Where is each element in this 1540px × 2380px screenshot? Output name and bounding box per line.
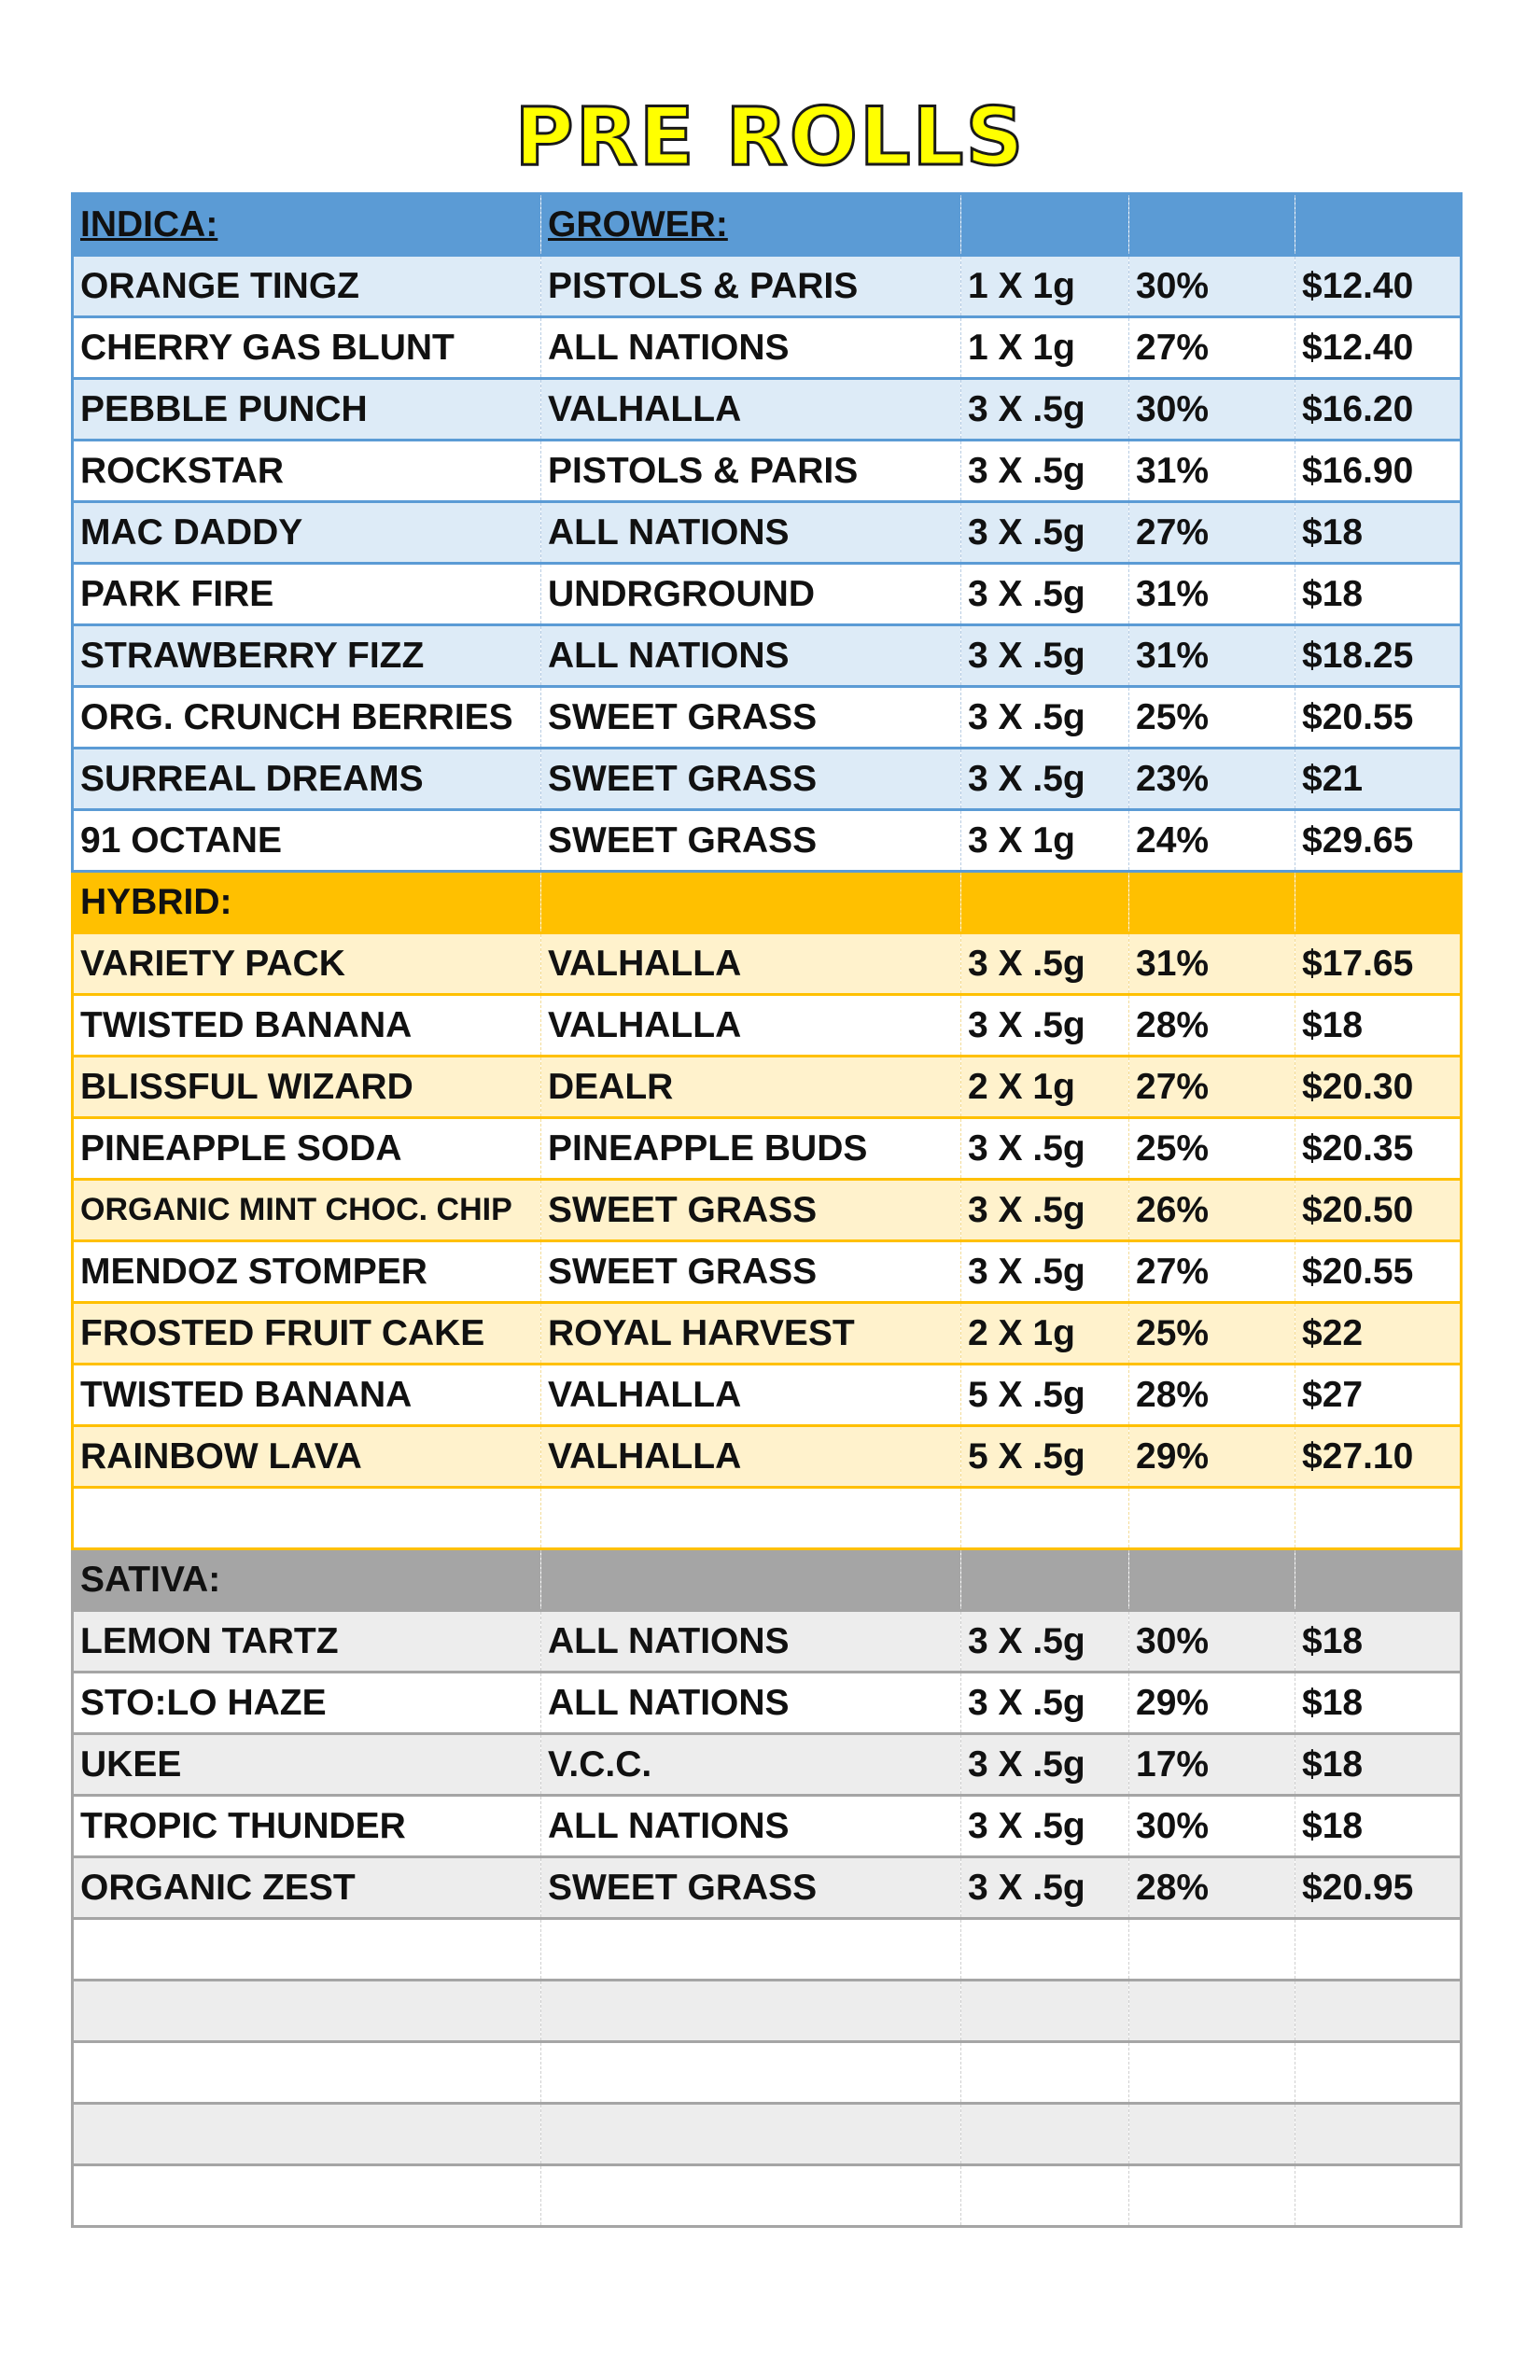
grower-name: SWEET GRASS: [541, 1241, 961, 1303]
indica-product-row: [73, 625, 1462, 687]
indica-product-row: [73, 749, 1462, 810]
price: $18: [1295, 1611, 1462, 1673]
sativa-empty-row: [73, 2104, 1462, 2165]
price: $27: [1295, 1365, 1462, 1426]
thc-percent: 30%: [1129, 256, 1295, 317]
price: $18: [1295, 995, 1462, 1057]
price: $18: [1295, 1673, 1462, 1734]
thc-percent: 28%: [1129, 1857, 1295, 1919]
price: $21: [1295, 749, 1462, 810]
thc-percent: 24%: [1129, 810, 1295, 872]
price: $12.40: [1295, 256, 1462, 317]
price: $16.90: [1295, 441, 1462, 502]
pack-size: 3 X .5g: [961, 564, 1129, 625]
grower-name: UNDRGROUND: [541, 564, 961, 625]
indica-product-row: [73, 687, 1462, 749]
strain-name: ORANGE TINGZ: [73, 256, 541, 317]
pack-size: 3 X .5g: [961, 687, 1129, 749]
grower-name: SWEET GRASS: [541, 810, 961, 872]
pack-size: 3 X .5g: [961, 1673, 1129, 1734]
grower-name: VALHALLA: [541, 379, 961, 441]
indica-product-row: [73, 441, 1462, 502]
thc-percent: 25%: [1129, 687, 1295, 749]
thc-percent: 26%: [1129, 1180, 1295, 1241]
sativa-product-row: [73, 1673, 1462, 1734]
strain-name: PINEAPPLE SODA: [73, 1118, 541, 1180]
thc-percent: 27%: [1129, 317, 1295, 379]
thc-percent: 29%: [1129, 1426, 1295, 1488]
hybrid-product-row: [73, 1057, 1462, 1118]
strain-name: PEBBLE PUNCH: [73, 379, 541, 441]
sativa-product-row: [73, 1611, 1462, 1673]
pack-size: 3 X 1g: [961, 810, 1129, 872]
pack-size: 3 X .5g: [961, 1241, 1129, 1303]
grower-name: PINEAPPLE BUDS: [541, 1118, 961, 1180]
thc-percent: 31%: [1129, 564, 1295, 625]
strain-name: UKEE: [73, 1734, 541, 1796]
thc-percent: 31%: [1129, 441, 1295, 502]
hybrid-product-row: [73, 1180, 1462, 1241]
thc-percent: 27%: [1129, 1241, 1295, 1303]
strain-name: PARK FIRE: [73, 564, 541, 625]
sativa-empty-row: [73, 1981, 1462, 2042]
grower-name: DEALR: [541, 1057, 961, 1118]
price: $18: [1295, 1734, 1462, 1796]
grower-name: SWEET GRASS: [541, 749, 961, 810]
thc-percent: 28%: [1129, 1365, 1295, 1426]
hybrid-heading: HYBRID:: [73, 872, 541, 933]
pack-size: 3 X .5g: [961, 995, 1129, 1057]
strain-name: MAC DADDY: [73, 502, 541, 564]
pack-size: 3 X .5g: [961, 379, 1129, 441]
pack-size: 3 X .5g: [961, 441, 1129, 502]
strain-name: ORGANIC ZEST: [73, 1857, 541, 1919]
pack-size: 5 X .5g: [961, 1426, 1129, 1488]
indica-heading: INDICA:: [73, 194, 541, 256]
pack-size: 3 X .5g: [961, 1180, 1129, 1241]
price: $27.10: [1295, 1426, 1462, 1488]
thc-percent: 27%: [1129, 1057, 1295, 1118]
thc-percent: 23%: [1129, 749, 1295, 810]
price: $17.65: [1295, 933, 1462, 995]
sativa-empty-row: [73, 2042, 1462, 2104]
strain-name: ROCKSTAR: [73, 441, 541, 502]
price: $29.65: [1295, 810, 1462, 872]
pack-size: 3 X .5g: [961, 502, 1129, 564]
hybrid-product-row: [73, 1241, 1462, 1303]
price: $22: [1295, 1303, 1462, 1365]
grower-name: VALHALLA: [541, 995, 961, 1057]
price: $20.30: [1295, 1057, 1462, 1118]
strain-name: ORGANIC MINT CHOC. CHIP: [73, 1180, 541, 1241]
strain-name: BLISSFUL WIZARD: [73, 1057, 541, 1118]
price: $20.35: [1295, 1118, 1462, 1180]
pack-size: 2 X 1g: [961, 1057, 1129, 1118]
indica-product-row: [73, 564, 1462, 625]
hybrid-product-row: [73, 1365, 1462, 1426]
price: $18.25: [1295, 625, 1462, 687]
hybrid-product-row: [73, 933, 1462, 995]
price: $18: [1295, 502, 1462, 564]
thc-percent: 31%: [1129, 625, 1295, 687]
thc-percent: 29%: [1129, 1673, 1295, 1734]
grower-name: ALL NATIONS: [541, 1796, 961, 1857]
grower-name: SWEET GRASS: [541, 1857, 961, 1919]
pack-size: 3 X .5g: [961, 1734, 1129, 1796]
hybrid-empty-row: [73, 1488, 1462, 1549]
price: $20.55: [1295, 1241, 1462, 1303]
sativa-header-row: [73, 1549, 1462, 1611]
pack-size: 3 X .5g: [961, 625, 1129, 687]
hybrid-product-row: [73, 1303, 1462, 1365]
grower-name: ALL NATIONS: [541, 1673, 961, 1734]
indica-header-row: [73, 194, 1462, 256]
thc-percent: 17%: [1129, 1734, 1295, 1796]
thc-percent: 25%: [1129, 1303, 1295, 1365]
sativa-heading: SATIVA:: [73, 1549, 541, 1611]
hybrid-product-row: [73, 1118, 1462, 1180]
grower-name: PISTOLS & PARIS: [541, 256, 961, 317]
pack-size: 1 X 1g: [961, 317, 1129, 379]
pack-size: 1 X 1g: [961, 256, 1129, 317]
strain-name: TWISTED BANANA: [73, 995, 541, 1057]
indica-product-row: [73, 379, 1462, 441]
pack-size: 2 X 1g: [961, 1303, 1129, 1365]
grower-heading: GROWER:: [541, 194, 961, 256]
strain-name: MENDOZ STOMPER: [73, 1241, 541, 1303]
indica-product-row: [73, 502, 1462, 564]
grower-name: VALHALLA: [541, 1426, 961, 1488]
pack-size: 5 X .5g: [961, 1365, 1129, 1426]
strain-name: ORG. CRUNCH BERRIES: [73, 687, 541, 749]
price: $20.50: [1295, 1180, 1462, 1241]
thc-percent: 30%: [1129, 379, 1295, 441]
hybrid-product-row: [73, 1426, 1462, 1488]
strain-name: SURREAL DREAMS: [73, 749, 541, 810]
pack-size: 3 X .5g: [961, 1611, 1129, 1673]
thc-percent: 30%: [1129, 1796, 1295, 1857]
sativa-product-row: [73, 1857, 1462, 1919]
pack-size: 3 X .5g: [961, 1118, 1129, 1180]
strain-name: 91 OCTANE: [73, 810, 541, 872]
grower-name: V.C.C.: [541, 1734, 961, 1796]
thc-percent: 27%: [1129, 502, 1295, 564]
strain-name: STO:LO HAZE: [73, 1673, 541, 1734]
price: $12.40: [1295, 317, 1462, 379]
grower-name: ALL NATIONS: [541, 502, 961, 564]
thc-percent: 28%: [1129, 995, 1295, 1057]
strain-name: VARIETY PACK: [73, 933, 541, 995]
indica-product-row: [73, 810, 1462, 872]
grower-name: ALL NATIONS: [541, 1611, 961, 1673]
grower-name: SWEET GRASS: [541, 1180, 961, 1241]
grower-name: SWEET GRASS: [541, 687, 961, 749]
grower-name: VALHALLA: [541, 933, 961, 995]
strain-name: FROSTED FRUIT CAKE: [73, 1303, 541, 1365]
strain-name: STRAWBERRY FIZZ: [73, 625, 541, 687]
strain-name: RAINBOW LAVA: [73, 1426, 541, 1488]
indica-product-row: [73, 317, 1462, 379]
pre-rolls-table: [71, 192, 1463, 2228]
strain-name: TROPIC THUNDER: [73, 1796, 541, 1857]
pack-size: 3 X .5g: [961, 1796, 1129, 1857]
sativa-product-row: [73, 1796, 1462, 1857]
sativa-empty-row: [73, 1919, 1462, 1981]
pack-size: 3 X .5g: [961, 1857, 1129, 1919]
strain-name: CHERRY GAS BLUNT: [73, 317, 541, 379]
indica-product-row: [73, 256, 1462, 317]
hybrid-product-row: [73, 995, 1462, 1057]
grower-name: VALHALLA: [541, 1365, 961, 1426]
sativa-empty-row: [73, 2165, 1462, 2227]
hybrid-header-row: [73, 872, 1462, 933]
thc-percent: 30%: [1129, 1611, 1295, 1673]
sativa-product-row: [73, 1734, 1462, 1796]
grower-name: ALL NATIONS: [541, 625, 961, 687]
strain-name: TWISTED BANANA: [73, 1365, 541, 1426]
grower-name: ALL NATIONS: [541, 317, 961, 379]
thc-percent: 31%: [1129, 933, 1295, 995]
grower-name: PISTOLS & PARIS: [541, 441, 961, 502]
price: $16.20: [1295, 379, 1462, 441]
price: $20.55: [1295, 687, 1462, 749]
pack-size: 3 X .5g: [961, 749, 1129, 810]
pack-size: 3 X .5g: [961, 933, 1129, 995]
menu-table-body: [73, 194, 1462, 2227]
price: $18: [1295, 1796, 1462, 1857]
grower-name: ROYAL HARVEST: [541, 1303, 961, 1365]
price: $18: [1295, 564, 1462, 625]
price: $20.95: [1295, 1857, 1462, 1919]
page-title: PRE ROLLS: [514, 91, 1026, 184]
strain-name: LEMON TARTZ: [73, 1611, 541, 1673]
thc-percent: 25%: [1129, 1118, 1295, 1180]
